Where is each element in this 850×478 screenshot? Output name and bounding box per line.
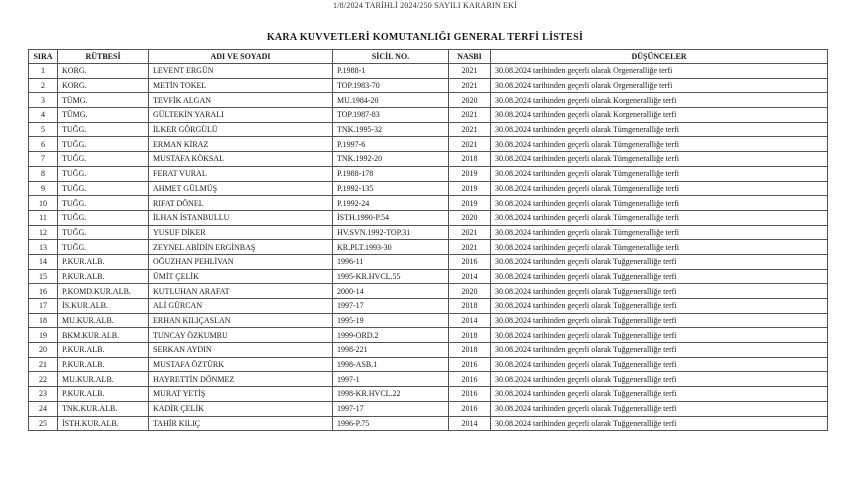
cell-sira: 22 bbox=[29, 372, 58, 387]
column-header-nasb: NASBI bbox=[449, 50, 491, 64]
cell-remarks: 30.08.2024 tarihinden geçerli olarak Tümgeneralliğe terfi bbox=[491, 181, 828, 196]
table-row bbox=[29, 343, 828, 358]
cell-rutbe: P.KUR.ALB. bbox=[58, 269, 149, 284]
decision-annex-header: 1/8/2024 TARİHLİ 2024/250 SAYILI KARARIN EKİ bbox=[333, 1, 517, 10]
cell-sicil: P.1992-24 bbox=[333, 196, 449, 211]
table-row bbox=[29, 357, 828, 372]
cell-sicil: P.1997-6 bbox=[333, 137, 449, 152]
cell-sira: 1 bbox=[29, 64, 58, 79]
cell-nasb: 2021 bbox=[449, 122, 491, 137]
cell-rutbe: KORG. bbox=[58, 64, 149, 79]
cell-remarks: 30.08.2024 tarihinden geçerli olarak Tuğgeneralliğe terfi bbox=[491, 254, 828, 269]
cell-sira: 14 bbox=[29, 254, 58, 269]
table-row bbox=[29, 299, 828, 314]
table-row bbox=[29, 313, 828, 328]
table-row bbox=[29, 416, 828, 431]
table-row bbox=[29, 93, 828, 108]
cell-name: ZEYNEL ABİDİN ERGİNBAŞ bbox=[149, 240, 333, 255]
cell-name: TUNCAY ÖZKUMRU bbox=[149, 328, 333, 343]
cell-nasb: 2019 bbox=[449, 196, 491, 211]
cell-remarks: 30.08.2024 tarihinden geçerli olarak Tuğgeneralliğe terfi bbox=[491, 284, 828, 299]
cell-sicil: 1996-11 bbox=[333, 254, 449, 269]
cell-sicil: 1997-17 bbox=[333, 299, 449, 314]
cell-remarks: 30.08.2024 tarihinden geçerli olarak Tuğgeneralliğe terfi bbox=[491, 299, 828, 314]
cell-nasb: 2021 bbox=[449, 240, 491, 255]
cell-nasb: 2021 bbox=[449, 108, 491, 123]
table-row bbox=[29, 328, 828, 343]
table-row bbox=[29, 64, 828, 79]
cell-rutbe: İSTH.KUR.ALB. bbox=[58, 416, 149, 431]
cell-name: ALİ GÜRCAN bbox=[149, 299, 333, 314]
cell-sira: 21 bbox=[29, 357, 58, 372]
cell-sicil: MU.1984-20 bbox=[333, 93, 449, 108]
cell-sira: 9 bbox=[29, 181, 58, 196]
table-row bbox=[29, 108, 828, 123]
table-row bbox=[29, 372, 828, 387]
cell-nasb: 2019 bbox=[449, 166, 491, 181]
cell-nasb: 2021 bbox=[449, 78, 491, 93]
cell-sira: 13 bbox=[29, 240, 58, 255]
cell-name: KUTLUHAN ARAFAT bbox=[149, 284, 333, 299]
cell-nasb: 2016 bbox=[449, 372, 491, 387]
cell-sicil: KR.PLT.1993-30 bbox=[333, 240, 449, 255]
cell-nasb: 2018 bbox=[449, 343, 491, 358]
cell-sira: 3 bbox=[29, 93, 58, 108]
cell-sicil: 1999-ORD.2 bbox=[333, 328, 449, 343]
table-row bbox=[29, 152, 828, 167]
cell-sira: 6 bbox=[29, 137, 58, 152]
cell-remarks: 30.08.2024 tarihinden geçerli olarak Korgeneralliğe terfi bbox=[491, 93, 828, 108]
cell-rutbe: P.KUR.ALB. bbox=[58, 387, 149, 402]
cell-rutbe: TÜMG. bbox=[58, 108, 149, 123]
table-row bbox=[29, 387, 828, 402]
cell-nasb: 2020 bbox=[449, 93, 491, 108]
cell-rutbe: TUĞG. bbox=[58, 166, 149, 181]
cell-rutbe: İS.KUR.ALB. bbox=[58, 299, 149, 314]
cell-nasb: 2018 bbox=[449, 328, 491, 343]
table-row bbox=[29, 181, 828, 196]
cell-sira: 5 bbox=[29, 122, 58, 137]
cell-sicil: 1997-1 bbox=[333, 372, 449, 387]
cell-remarks: 30.08.2024 tarihinden geçerli olarak Orgeneralliğe terfi bbox=[491, 64, 828, 79]
list-title: KARA KUVVETLERİ KOMUTANLIĞI GENERAL TERFİ LİSTESİ bbox=[266, 32, 584, 43]
cell-sicil: 1998-221 bbox=[333, 343, 449, 358]
cell-name: FERAT VURAL bbox=[149, 166, 333, 181]
table-row bbox=[29, 196, 828, 211]
cell-rutbe: P.KOMD.KUR.ALB. bbox=[58, 284, 149, 299]
cell-nasb: 2014 bbox=[449, 269, 491, 284]
cell-rutbe: TUĞG. bbox=[58, 196, 149, 211]
table-body bbox=[29, 64, 828, 431]
cell-rutbe: TUĞG. bbox=[58, 225, 149, 240]
cell-name: AHMET GÜLMÜŞ bbox=[149, 181, 333, 196]
cell-remarks: 30.08.2024 tarihinden geçerli olarak Tümgeneralliğe terfi bbox=[491, 225, 828, 240]
cell-name: METİN TOKEL bbox=[149, 78, 333, 93]
table-row bbox=[29, 78, 828, 93]
cell-name: TEVFİK ALGAN bbox=[149, 93, 333, 108]
cell-nasb: 2020 bbox=[449, 284, 491, 299]
cell-nasb: 2021 bbox=[449, 225, 491, 240]
cell-sicil: 1996-P.75 bbox=[333, 416, 449, 431]
cell-sicil: 1995-19 bbox=[333, 313, 449, 328]
cell-rutbe: TÜMG. bbox=[58, 93, 149, 108]
cell-sira: 20 bbox=[29, 343, 58, 358]
cell-sira: 16 bbox=[29, 284, 58, 299]
cell-name: KADİR ÇELİK bbox=[149, 401, 333, 416]
cell-sira: 18 bbox=[29, 313, 58, 328]
cell-rutbe: KORG. bbox=[58, 78, 149, 93]
cell-name: HAYRETTİN DÖNMEZ bbox=[149, 372, 333, 387]
cell-rutbe: BKM.KUR.ALB. bbox=[58, 328, 149, 343]
cell-rutbe: TUĞG. bbox=[58, 240, 149, 255]
cell-name: İLKER GÖRGÜLÜ bbox=[149, 122, 333, 137]
cell-sicil: TNK.1995-32 bbox=[333, 122, 449, 137]
cell-remarks: 30.08.2024 tarihinden geçerli olarak Tümgeneralliğe terfi bbox=[491, 122, 828, 137]
cell-name: İLHAN İSTANBULLU bbox=[149, 210, 333, 225]
cell-nasb: 2020 bbox=[449, 210, 491, 225]
table-row bbox=[29, 225, 828, 240]
cell-remarks: 30.08.2024 tarihinden geçerli olarak Tuğgeneralliğe terfi bbox=[491, 416, 828, 431]
cell-sicil: 1995-KR.HVCL.55 bbox=[333, 269, 449, 284]
cell-sicil: P.1988-1 bbox=[333, 64, 449, 79]
cell-nasb: 2014 bbox=[449, 313, 491, 328]
cell-nasb: 2018 bbox=[449, 152, 491, 167]
cell-sicil: TNK.1992-20 bbox=[333, 152, 449, 167]
cell-sira: 2 bbox=[29, 78, 58, 93]
column-header-rutbe: RÜTBESİ bbox=[58, 50, 149, 64]
cell-sira: 4 bbox=[29, 108, 58, 123]
cell-rutbe: TUĞG. bbox=[58, 152, 149, 167]
cell-sira: 25 bbox=[29, 416, 58, 431]
cell-remarks: 30.08.2024 tarihinden geçerli olarak Tümgeneralliğe terfi bbox=[491, 210, 828, 225]
cell-remarks: 30.08.2024 tarihinden geçerli olarak Tümgeneralliğe terfi bbox=[491, 196, 828, 211]
cell-remarks: 30.08.2024 tarihinden geçerli olarak Tuğgeneralliğe terfi bbox=[491, 357, 828, 372]
cell-remarks: 30.08.2024 tarihinden geçerli olarak Tuğgeneralliğe terfi bbox=[491, 269, 828, 284]
cell-sicil: 1997-17 bbox=[333, 401, 449, 416]
cell-sicil: 1998-KR.HVCL.22 bbox=[333, 387, 449, 402]
cell-nasb: 2016 bbox=[449, 387, 491, 402]
table-row bbox=[29, 401, 828, 416]
cell-remarks: 30.08.2024 tarihinden geçerli olarak Tuğgeneralliğe terfi bbox=[491, 343, 828, 358]
column-header-name: ADI VE SOYADI bbox=[149, 50, 333, 64]
cell-remarks: 30.08.2024 tarihinden geçerli olarak Tümgeneralliğe terfi bbox=[491, 166, 828, 181]
cell-sira: 24 bbox=[29, 401, 58, 416]
cell-sicil: HV.SVN.1992-TOP.31 bbox=[333, 225, 449, 240]
cell-sicil: TOP.1987-83 bbox=[333, 108, 449, 123]
cell-nasb: 2016 bbox=[449, 401, 491, 416]
cell-sicil: TOP.1983-70 bbox=[333, 78, 449, 93]
cell-sira: 23 bbox=[29, 387, 58, 402]
table-row bbox=[29, 122, 828, 137]
cell-rutbe: MU.KUR.ALB. bbox=[58, 313, 149, 328]
cell-remarks: 30.08.2024 tarihinden geçerli olarak Orgeneralliğe terfi bbox=[491, 78, 828, 93]
cell-rutbe: P.KUR.ALB. bbox=[58, 254, 149, 269]
cell-name: ERHAN KILIÇASLAN bbox=[149, 313, 333, 328]
cell-remarks: 30.08.2024 tarihinden geçerli olarak Tümgeneralliğe terfi bbox=[491, 137, 828, 152]
cell-name: TAHİR KILIÇ bbox=[149, 416, 333, 431]
cell-sicil: P.1988-178 bbox=[333, 166, 449, 181]
table-row bbox=[29, 210, 828, 225]
cell-sira: 15 bbox=[29, 269, 58, 284]
cell-remarks: 30.08.2024 tarihinden geçerli olarak Tümgeneralliğe terfi bbox=[491, 152, 828, 167]
cell-sicil: 1998-ASB.1 bbox=[333, 357, 449, 372]
promotion-table bbox=[28, 49, 828, 431]
cell-name: MURAT YETİŞ bbox=[149, 387, 333, 402]
table-row bbox=[29, 269, 828, 284]
cell-rutbe: TUĞG. bbox=[58, 122, 149, 137]
column-header-remarks: DÜŞÜNCELER bbox=[491, 50, 828, 64]
cell-rutbe: TUĞG. bbox=[58, 137, 149, 152]
cell-nasb: 2014 bbox=[449, 416, 491, 431]
cell-sicil: P.1992-135 bbox=[333, 181, 449, 196]
cell-sira: 19 bbox=[29, 328, 58, 343]
cell-remarks: 30.08.2024 tarihinden geçerli olarak Korgeneralliğe terfi bbox=[491, 108, 828, 123]
cell-sira: 11 bbox=[29, 210, 58, 225]
cell-sira: 10 bbox=[29, 196, 58, 211]
cell-nasb: 2021 bbox=[449, 137, 491, 152]
table-row bbox=[29, 240, 828, 255]
cell-name: MUSTAFA KÖKSAL bbox=[149, 152, 333, 167]
cell-nasb: 2019 bbox=[449, 181, 491, 196]
cell-remarks: 30.08.2024 tarihinden geçerli olarak Tuğgeneralliğe terfi bbox=[491, 401, 828, 416]
cell-sira: 17 bbox=[29, 299, 58, 314]
cell-name: ERMAN KİRAZ bbox=[149, 137, 333, 152]
cell-name: LEVENT ERGÜN bbox=[149, 64, 333, 79]
cell-rutbe: P.KUR.ALB. bbox=[58, 343, 149, 358]
table-row bbox=[29, 137, 828, 152]
cell-rutbe: P.KUR.ALB. bbox=[58, 357, 149, 372]
cell-rutbe: TUĞG. bbox=[58, 181, 149, 196]
cell-nasb: 2016 bbox=[449, 254, 491, 269]
cell-rutbe: TUĞG. bbox=[58, 210, 149, 225]
cell-remarks: 30.08.2024 tarihinden geçerli olarak Tuğgeneralliğe terfi bbox=[491, 313, 828, 328]
cell-sicil: 2000-14 bbox=[333, 284, 449, 299]
cell-rutbe: TNK.KUR.ALB. bbox=[58, 401, 149, 416]
cell-sira: 7 bbox=[29, 152, 58, 167]
cell-name: YUSUF DİKER bbox=[149, 225, 333, 240]
table-row bbox=[29, 166, 828, 181]
cell-name: MUSTAFA ÖZTÜRK bbox=[149, 357, 333, 372]
column-header-sira: SIRA bbox=[29, 50, 58, 64]
cell-remarks: 30.08.2024 tarihinden geçerli olarak Tuğgeneralliğe terfi bbox=[491, 328, 828, 343]
cell-remarks: 30.08.2024 tarihinden geçerli olarak Tümgeneralliğe terfi bbox=[491, 240, 828, 255]
cell-remarks: 30.08.2024 tarihinden geçerli olarak Tuğgeneralliğe terfi bbox=[491, 387, 828, 402]
table-row bbox=[29, 284, 828, 299]
cell-sicil: İSTH.1990-P.54 bbox=[333, 210, 449, 225]
cell-sira: 8 bbox=[29, 166, 58, 181]
cell-name: OĞUZHAN PEHLİVAN bbox=[149, 254, 333, 269]
cell-remarks: 30.08.2024 tarihinden geçerli olarak Tuğgeneralliğe terfi bbox=[491, 372, 828, 387]
table-row bbox=[29, 254, 828, 269]
cell-nasb: 2018 bbox=[449, 299, 491, 314]
cell-nasb: 2021 bbox=[449, 64, 491, 79]
cell-name: GÜLTEKİN YARALI bbox=[149, 108, 333, 123]
table-header-row bbox=[29, 50, 828, 64]
cell-name: SERKAN AYDIN bbox=[149, 343, 333, 358]
cell-name: ÜMİT ÇELİK bbox=[149, 269, 333, 284]
cell-name: RIFAT DÖNEL bbox=[149, 196, 333, 211]
column-header-sicil: SİCİL NO. bbox=[333, 50, 449, 64]
cell-rutbe: MU.KUR.ALB. bbox=[58, 372, 149, 387]
cell-sira: 12 bbox=[29, 225, 58, 240]
cell-nasb: 2016 bbox=[449, 357, 491, 372]
